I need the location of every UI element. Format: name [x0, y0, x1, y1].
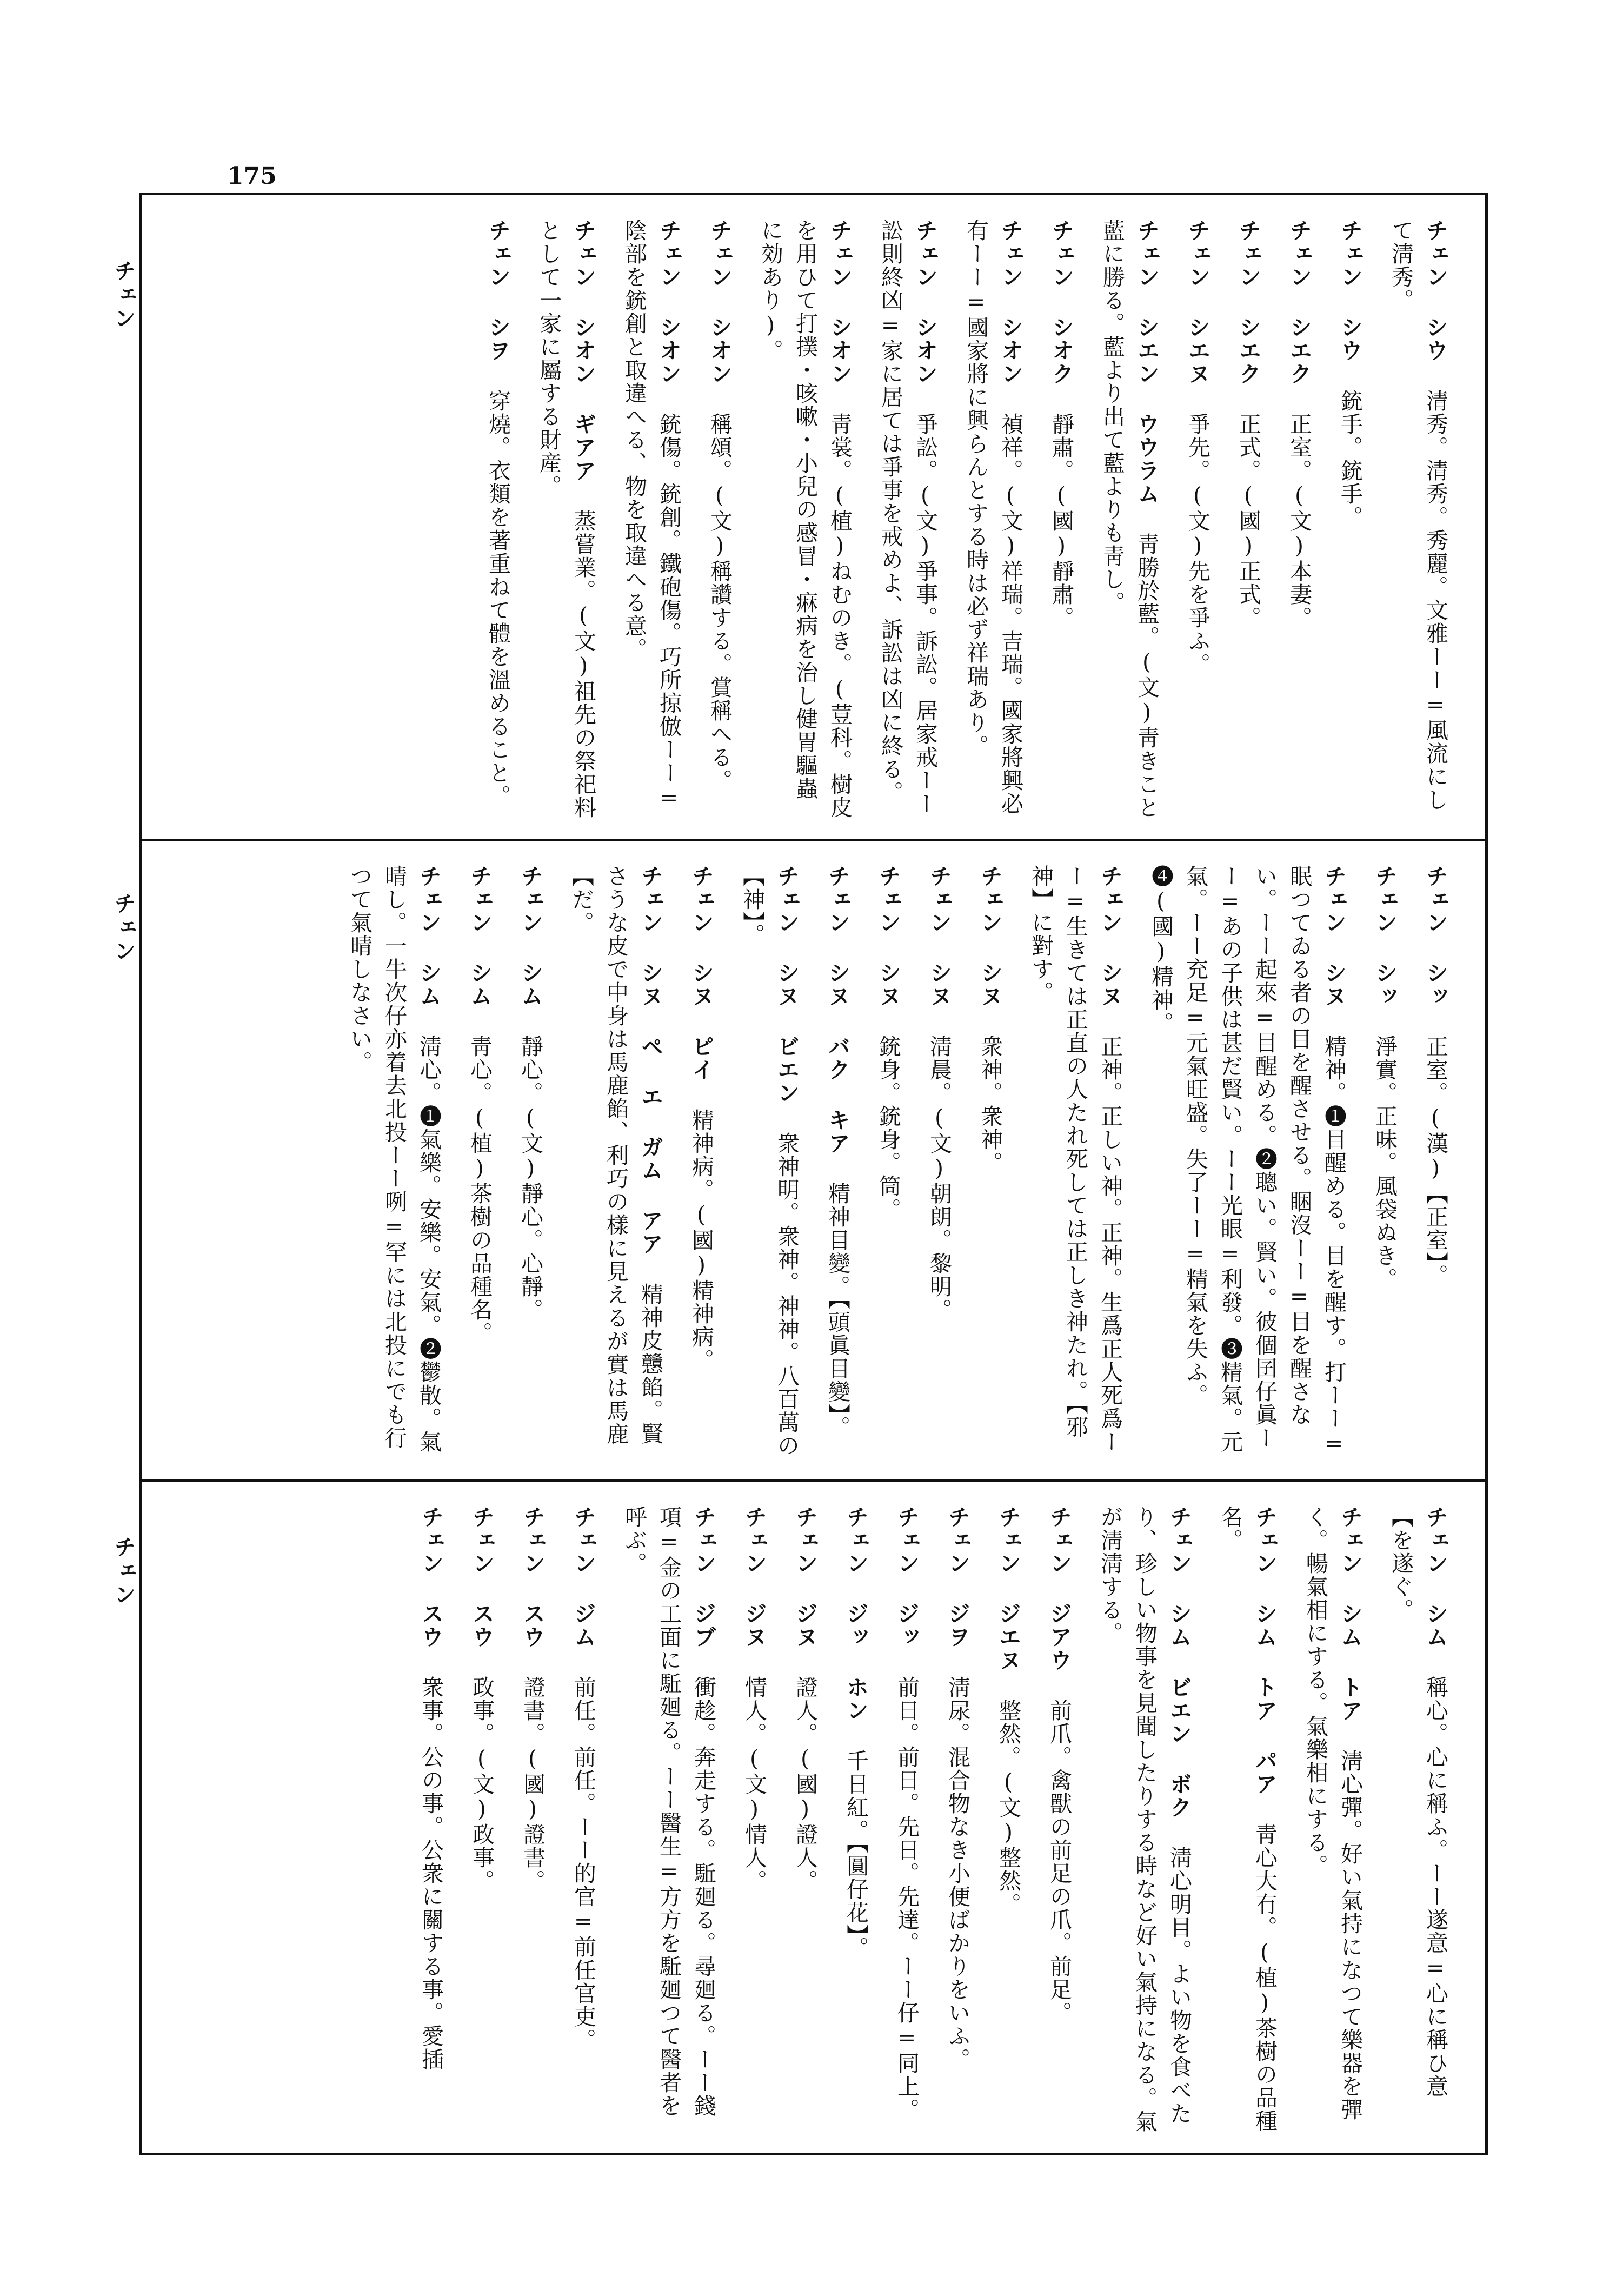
dictionary-band-middle [142, 839, 1485, 1479]
entry-definition: 清秀。清秀。秀麗。文雅ーー=風流にして淸秀。 [1388, 219, 1448, 812]
entry-headword: チェン シエヌ [1185, 219, 1210, 386]
entry-definition: 稱心。心に稱ふ。ーー遂意=心に稱ひ意【を遂ぐ。 [1388, 1505, 1448, 2098]
entry-definition: 稱頌。(文)稱讚する。賞稱へる。 [707, 413, 733, 792]
entry-headword: チェン シウ [1422, 219, 1448, 362]
entry-definition: 穿燒。衣類を著重ねて體を溫めること。 [485, 389, 511, 808]
entry-headword: チェン ジヲ [944, 1505, 970, 1649]
dictionary-band-top [142, 195, 1485, 839]
dictionary-entry [1383, 219, 1453, 822]
dictionary-entry [1023, 865, 1127, 1463]
entry-definition: 正室。(漢)【正室】。 [1422, 1035, 1448, 1288]
entry-headword: チェン ジエヌ [995, 1505, 1021, 1672]
entry-headword: チェン シム [1422, 1505, 1448, 1649]
margin-label: チェン [111, 892, 136, 964]
dictionary-entry [462, 865, 497, 1463]
entry-headword: チェン シム [416, 865, 442, 1008]
dictionary-entry [922, 865, 956, 1463]
dictionary-entry [1143, 865, 1351, 1463]
dictionary-entry [735, 865, 804, 1463]
dictionary-entry [871, 865, 906, 1463]
entry-headword: チェン シヌ [926, 865, 952, 1008]
entry-definition: 爭訟。(文)爭事。訴訟。居家戒ーー訟則終凶=家に居ては爭事を戒めよ、訴訟は凶に終る。 [877, 219, 938, 815]
entry-definition: 靑心。(植)茶樹の品種名。 [467, 1035, 493, 1345]
entry-headword: チェン シエク [1235, 219, 1261, 386]
dictionary-entry [1095, 219, 1164, 822]
dictionary-entry [513, 865, 548, 1463]
entry-headword: チェン シム トア パア [1252, 1505, 1278, 1796]
entry-definition: 證人。(國)證人。 [792, 1676, 818, 1893]
entry-headword: チェン ジアウ [1046, 1505, 1072, 1672]
entry-definition: 衆神。衆神。 [977, 1035, 1003, 1174]
dictionary-entry [788, 1505, 822, 2136]
entry-headword: チェン シオン [997, 219, 1023, 386]
dictionary-entry [1093, 1505, 1196, 2136]
entry-definition: 淸心彈。好い氣持になつて樂器を彈く。暢氣相にする。氣樂相にする。 [1302, 1505, 1363, 2121]
dictionary-entry [342, 865, 446, 1463]
entry-headword: チェン シム [517, 865, 543, 1008]
entry-headword: チェン ジヌ [792, 1505, 818, 1649]
entry-definition: 正式。(國)正式。 [1235, 413, 1261, 629]
entry-headword: チェン スウ [418, 1505, 444, 1649]
entry-headword: チェン シヌ [875, 865, 901, 1008]
dictionary-entry [464, 1505, 499, 2136]
entry-headword: チェン シウ [1337, 219, 1363, 362]
entry-definition: 蒸嘗業。(文)祖先の祭祀料として一家に屬する財産。 [536, 219, 596, 819]
entry-definition: 靑勝於藍。(文)靑きこと藍に勝る。藍より出て藍よりも靑し。 [1099, 219, 1160, 819]
entry-headword: チェン シエク [1286, 219, 1312, 386]
entry-headword: チェン ジッ [894, 1505, 920, 1649]
entry-headword: チェン シオン [707, 219, 733, 386]
entry-headword: チェン シム [467, 865, 493, 1008]
dictionary-entry [1044, 219, 1079, 822]
entry-headword: チェン シム トア [1337, 1505, 1363, 1722]
dictionary-entry [1042, 1505, 1076, 2136]
dictionary-entry [515, 1505, 550, 2136]
page-number: 175 [227, 162, 277, 190]
entry-definition: 淸心。❶氣樂。安樂。安氣。❷鬱散。氣晴し。一牛次仔亦着去北投ーー咧=罕には北投にでも行つて氣晴しなさい。 [347, 865, 442, 1454]
dictionary-entry [889, 1505, 924, 2136]
entry-definition: 整然。(文)整然。 [995, 1699, 1021, 1916]
entry-definition: 靜心。(文)靜心。心靜。 [517, 1035, 543, 1322]
entry-definition: 精神皮戇餡。賢さうな皮で中身は馬鹿餡、利巧の樣に見えるが實は馬鹿【だ。 [568, 865, 663, 1446]
entry-definition: 靑心大冇。(植)茶樹の品種名。 [1217, 1505, 1278, 2133]
entry-definition: 衆事。公の事。公衆に關する事。愛插 [418, 1676, 444, 2071]
dictionary-entry [1231, 219, 1266, 822]
dictionary-entry [737, 1505, 771, 2136]
entry-definition: 正神。正しい神。正神。生爲正人死爲ーー=生きては正直の人たれ死しては正しき神たれ。【邪神】に對す。 [1028, 865, 1123, 1454]
entry-columns [175, 1505, 1453, 2136]
dictionary-frame [139, 193, 1488, 2155]
margin-label: チェン [111, 1536, 136, 1607]
entry-headword: チェン シヌ [977, 865, 1003, 1008]
dictionary-entry [684, 865, 719, 1463]
entry-definition: 證書。(國)證書。 [520, 1676, 546, 1893]
dictionary-entry [1418, 865, 1453, 1463]
dictionary-entry [973, 865, 1007, 1463]
dictionary-entry [959, 219, 1028, 822]
dictionary-entry [702, 219, 737, 822]
dictionary-entry [873, 219, 942, 822]
entry-definition: 前日。前日。先日。先達。ーー仔=同上。 [894, 1676, 920, 2121]
entry-headword: チェン シム ビエン ボク [1166, 1505, 1192, 1819]
entry-headword: チェン シオク [1048, 219, 1074, 386]
entry-headword: チェン シオン [656, 219, 682, 386]
dictionary-entry [481, 219, 515, 822]
entry-definition: 衝趁。奔走する。駈廻る。尋廻る。ーー錢項=金の工面に駈廻る。ーー醫生=方方を駈廻つて醫者を呼ぶ。 [621, 1505, 716, 2118]
entry-columns [175, 865, 1453, 1463]
dictionary-band-bottom [142, 1479, 1485, 2153]
dictionary-entry [1282, 219, 1316, 822]
entry-definition: 爭先。(文)先を爭ふ。 [1185, 413, 1210, 676]
entry-definition: 精神目變。【頭眞目變】。 [824, 1182, 850, 1439]
dictionary-entry [1213, 1505, 1282, 2136]
dictionary-entry [564, 865, 668, 1463]
entry-headword: チェン スウ [520, 1505, 546, 1649]
entry-headword: チェン シヌ [1321, 865, 1347, 1008]
entry-headword: チェン ジッ ホン [843, 1505, 869, 1722]
dictionary-entry [1367, 865, 1402, 1463]
margin-label: チェン [111, 260, 136, 331]
dictionary-entry [566, 1505, 601, 2136]
entry-headword: チェン シオン [912, 219, 938, 386]
entry-definition: 銃傷。銃創。鐵砲傷。巧所掠倣ーー=陰部を銃創と取違へる、物を取違へる意。 [621, 219, 682, 812]
dictionary-entry [531, 219, 601, 822]
entry-headword: チェン スウ [469, 1505, 495, 1649]
entry-definition: 正室。(文)本妻。 [1286, 413, 1312, 629]
dictionary-entry [1333, 219, 1367, 822]
dictionary-entry [617, 1505, 721, 2136]
entry-headword: チェン シヲ [485, 219, 511, 362]
entry-definition: 淸尿。混合物なき小便ばかりをいふ。 [944, 1676, 970, 2071]
entry-headword: チェン シヌ [1097, 865, 1123, 1008]
entry-definition: 精神病。(國)精神病。 [688, 1109, 714, 1372]
entry-headword: チェン シヌ ビエン [774, 865, 800, 1105]
dictionary-entry [839, 1505, 873, 2136]
entry-definition: 靑裳。(植)ねむのき。(荳科。樹皮を用ひて打撲・咳嗽・小兒の感冒・痳病を治し健胃驅蟲に効あり)。 [757, 219, 853, 819]
entry-headword: チェン ジブ [690, 1505, 716, 1649]
dictionary-entry [1383, 1505, 1453, 2136]
entry-definition: 淸晨。(文)朝朗。黎明。 [926, 1035, 952, 1322]
entry-definition: 精神。❶目醒める。目を醒す。打ーー=眠つてゐる者の目を醒させる。睏沒ーー=目を醒さない。ーー起來=目醒める。❷聰い。賢い。彼個囝仔眞ーー=あの子供は甚だ賢い。ーー光眼=利發。❸精氣。元氣。ーー充足=元氣旺盛。失了ーー=精氣を失ふ。❹(國)精神。 [1148, 865, 1347, 1457]
dictionary-entry [991, 1505, 1026, 2136]
entry-definition: 淸心明目。よい物を食べたり、珍しい物事を見聞したりする時など好い氣持になる。氣が淸淸する。 [1097, 1505, 1192, 2133]
entry-headword: チェン ジム [570, 1505, 596, 1649]
entry-definition: 情人。(文)情人。 [741, 1676, 767, 1893]
dictionary-entry [753, 219, 857, 822]
entry-definition: 銃身。銃身。筒。 [875, 1035, 901, 1221]
dictionary-entry [940, 1505, 975, 2136]
dictionary-entry [1298, 1505, 1367, 2136]
entry-definition: 銃手。銃手。 [1337, 389, 1363, 529]
entry-headword: チェン シヌ バク キア [824, 865, 850, 1155]
entry-headword: チェン シエン ウウラム [1134, 219, 1160, 506]
entry-headword: チェン シッ [1372, 865, 1398, 1008]
entry-definition: 禎祥。(文)祥瑞。吉瑞。國家將興必有ーー=國家將に興らんとする時は必ず祥瑞あり。 [963, 219, 1023, 815]
dictionary-entry [414, 1505, 448, 2136]
entry-headword: チェン シヌ ペ エ ガム アア [637, 865, 663, 1256]
entry-definition: 前爪。禽獸の前足の爪。前足。 [1046, 1699, 1072, 2025]
entry-definition: 政事。(文)政事。 [469, 1676, 495, 1893]
entry-headword: チェン シオン [827, 219, 853, 386]
entry-definition: 前任。前任。ーー的官=前任官吏。 [570, 1676, 596, 2052]
entry-headword: チェン ジヌ [741, 1505, 767, 1649]
dictionary-entry [1180, 219, 1215, 822]
dictionary-entry [820, 865, 855, 1463]
entry-definition: 淨實。正味。風袋ぬき。 [1372, 1035, 1398, 1291]
entry-definition: 靜肅。(國)靜肅。 [1048, 413, 1074, 629]
entry-headword: チェン シッ [1422, 865, 1448, 1008]
entry-definition: 千日紅。【圓仔花】。 [843, 1749, 869, 1960]
entry-headword: チェン シヌ ピイ [688, 865, 714, 1081]
dictionary-entry [617, 219, 686, 822]
entry-headword: チェン シオン ギアア [570, 219, 596, 482]
entry-definition: 衆神明。衆神。神神。八百萬の【神】。 [739, 865, 800, 1457]
entry-columns [175, 219, 1453, 822]
